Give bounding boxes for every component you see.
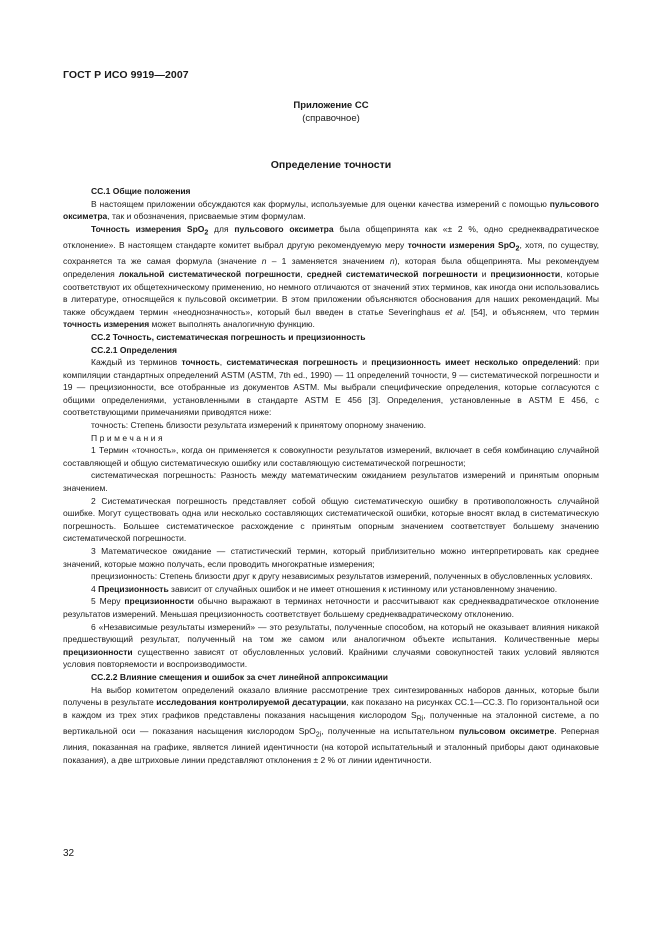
cc1-paragraph-1: В настоящем приложении обсуждаются как формулы, используемые для оценки качества измерений с помощью пульсового оксиметра, так и обозначения, присваемые этим формулам. <box>63 198 599 222</box>
section-title: Определение точности <box>270 159 392 171</box>
note-1: 1 Термин «точность», когда он применяется к совокупности результатов измерений, включает в себя комбинацию случайной составляющей и общую систематическую ошибку или составляющую систематической погрешности; <box>63 445 599 468</box>
cc1-heading: СС.1 Общие положения <box>91 186 191 196</box>
cc2-1-heading: СС.2.1 Определения <box>91 344 177 355</box>
document-body <box>63 185 599 766</box>
note-3: 3 Математическое ожидание — статистический термин, который приблизительно можно интерпретировать как среднее значений, которые можно получать, если проводить многократные измерения; <box>63 546 599 569</box>
definition-precision: прецизионность: Степень близости друг к другу независимых результатов измерений, полученных в обусловленных условиях. <box>91 571 593 582</box>
appendix-heading <box>0 100 662 125</box>
page-number: 32 <box>63 848 75 859</box>
note-5: 5 Меру прецизионности обычно выражают в терминах неточности и рассчитывают как среднеквадратическое отклонение результатов измерений. Меньшая прецизионность соответствует большему среднеквадратическому отклонению. <box>63 596 599 619</box>
cc2-heading: СС.2 Точность, систематическая погрешность и прецизионность <box>91 331 366 342</box>
cc1-paragraph-2: Точность измерения SpO$_2$ для пульсового оксиметра была общепринята как «± 2 %, одно среднеквадратическое отклонение». В настоящем стандарте комитет выбрал другую рекомендуемую меру точности измерения SpO$_2$, хотя, по существу, сохраняется та же самая формула (значение n – 1 заменяется значением n), которая была общепринята. Мы рекомендуем определения локальной систематической погрешности, средней систематической погрешности и прецизионности, которые соответствуют их общетехническому применению, но немного отличаются от значений этих терминов, как иногда они использовались в литературе, относящейся к пульсовой оксиметрии. В этом приложении объясняются обоснования для наших рекомендаций. Мы также обсуждаем термин «неоднозначность», который был введен в статье Severinghaus et al. [54], и объясняем, что термин точность измерения может выполнять аналогичную функцию. <box>63 223 600 330</box>
note-6: 6 «Независимые результаты измерений» — это результаты, полученные способом, на который не оказывает влияния никакой предшествующий результат, полученный на том же самом или аналогичном объекте испытания. Количественные меры прецизионности существенно зависят от обусловленных условий. Крайними случаями совокупностей таких условий являются условия повторяемости и воспроизводимости. <box>63 621 599 670</box>
appendix-title: Приложение СС <box>293 100 369 111</box>
note-4: 4 Прецизионность зависит от случайных ошибок и не имеет отношения к истинному или установленному значению. <box>91 583 558 594</box>
note-2: 2 Систематическая погрешность представляет собой общую систематическую ошибку в противоположность случайной ошибке. Могут существовать одна или несколько составляющих систематической ошибки, которые вносят вклад в систематическую погрешность. Большее систематическое расхождение с принятым опорным значением соответствует большему значению систематической погрешности. <box>63 495 599 544</box>
cc2-paragraph-3: На выбор комитетом определений оказало влияние рассмотрение трех синтезированных наборов данных, которые были получены в результате исследования контролируемой десатурации, как показано на рисунках СС.1—СС.3. По горизонтальной оси в каждом из трех этих графиков представлены показания насыщения кислородом $S_{Ri}$, полученные на эталонной системе, а по вертикальной оси — показания насыщения кислородом SpO$_{2i}$, полученные на испытательном пульсовом оксиметре. Реперная линия, показанная на графике, является линией идентичности (на которой испытательный и эталонный приборы дают одинаковые показания), а две штриховые линии представляют отклонения ± 2 % от линии идентичности. <box>63 684 599 765</box>
notes-heading: Примечания <box>91 432 166 443</box>
appendix-subtitle: (справочное) <box>302 112 360 124</box>
cc2-2-heading: СС.2.2 Влияние смещения и ошибок за счет линейной аппроксимации <box>91 671 388 682</box>
definition-accuracy: точность: Степень близости результата измерений к принятому опорному значению. <box>91 420 426 431</box>
definition-bias: систематическая погрешность: Разность между математическим ожиданием результатов измерений и принятым опорным значением. <box>63 470 599 494</box>
standard-designation: ГОСТ Р ИСО 9919—2007 <box>63 69 189 81</box>
cc2-paragraph-1: Каждый из терминов точность, систематическая погрешность и прецизионность имеет несколько определений: при компиляции стандартных определений ASTM (ASTM, 7th ed., 1990) — 11 определений точности, 9 — систематической погрешности и 19 — прецизионности, все отобранные из документов ASTM. Мы выбрали специфические определения, которые согласуются с общими определениями, установленными в стандарте ASTM E 456 [3]. Определения, установленные в ASTM E 456, с соответствующими примечаниями приводятся ниже: <box>63 357 599 418</box>
